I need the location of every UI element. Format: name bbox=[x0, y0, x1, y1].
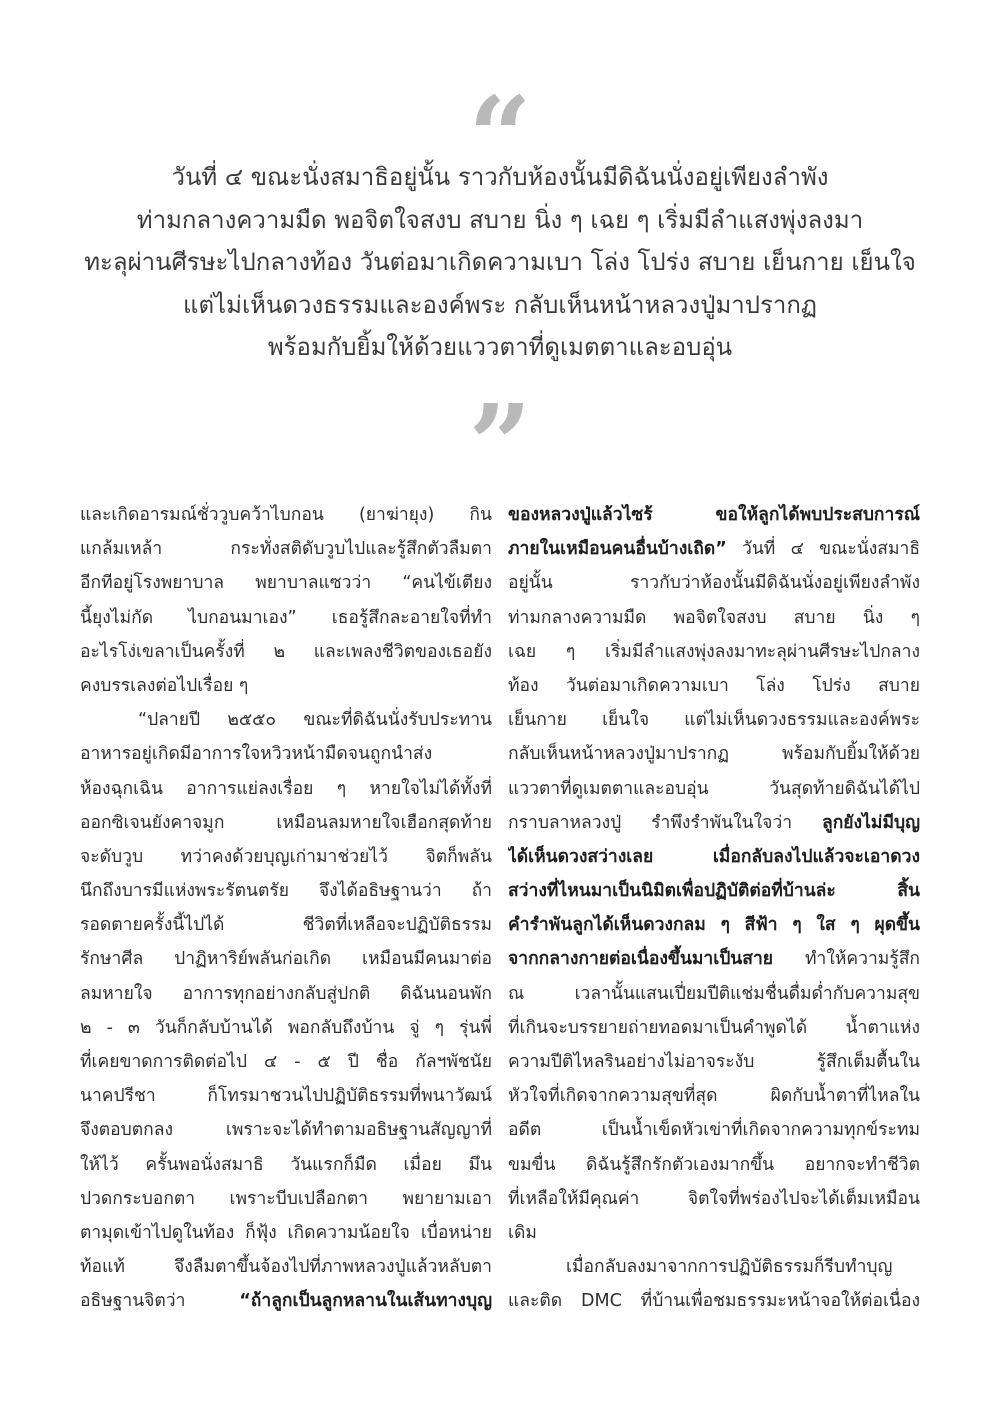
text-line bbox=[80, 737, 492, 771]
text-line bbox=[80, 772, 492, 806]
text-line bbox=[508, 669, 920, 703]
text-line bbox=[508, 601, 920, 635]
pull-quote bbox=[80, 156, 920, 369]
text-line-body: ให้ไว้ ครั้นพอนั่งสมาธิ วันแรกก็มืด เมื่อย มึน bbox=[80, 1154, 492, 1175]
text-line-body: ออกซิเจนยังคาจมูก เหมือนลมหายใจเฮือกสุดท้าย bbox=[80, 812, 492, 833]
text-line-body: นาคปรีชา ก็โทรมาชวนไปปฏิบัติธรรมที่พนาวัฒน์ bbox=[80, 1086, 492, 1107]
text-line bbox=[80, 942, 492, 976]
text-line bbox=[508, 1045, 920, 1079]
text-line bbox=[80, 498, 492, 532]
text-line-body: อะไรโง่เขลาเป็นครั้งที่ ๒ และเพลงชีวิตของเธอยัง bbox=[80, 641, 492, 662]
text-line-body: แกล้มเหล้า กระทั่งสติดับวูบไปและรู้สึกตัวลืมตา bbox=[80, 539, 492, 560]
text-line bbox=[508, 532, 920, 566]
text-line bbox=[80, 1079, 492, 1113]
text-line bbox=[508, 635, 920, 669]
text-line bbox=[508, 1011, 920, 1045]
text-line-body: ลมหายใจ อาการทุกอย่างกลับสู่ปกติ ดิฉันนอนพัก bbox=[80, 983, 492, 1004]
bold-text: ลูกยังไม่มีบุญ bbox=[821, 812, 920, 833]
text-line bbox=[80, 1011, 492, 1045]
text-line-body: ที่เกินจะบรรยายถ่ายทอดมาเป็นคำพูดได้ น้ำตาแห่ง bbox=[508, 1017, 920, 1038]
text-line-body: ทำให้ความรู้สึก bbox=[773, 949, 920, 970]
right-text-column bbox=[508, 498, 920, 1319]
pull-quote-line: ท่ามกลางความมืด พอจิตใจสงบ สบาย นิ่ง ๆ เฉย ๆ เริ่มมีลำแสงพุ่งลงมา bbox=[136, 205, 864, 234]
bold-text: “ถ้าลูกเป็นลูกหลานในเส้นทางบุญ bbox=[239, 1291, 492, 1312]
text-line bbox=[80, 1148, 492, 1182]
text-line bbox=[508, 1079, 920, 1113]
bold-text: ภายในเหมือนคนอื่นบ้างเถิด” bbox=[508, 539, 727, 560]
open-quote-mark: “ bbox=[468, 72, 532, 201]
text-line bbox=[508, 498, 920, 532]
text-line bbox=[508, 1284, 920, 1318]
text-line-body: ท่ามกลางความมืด พอจิตใจสงบ สบาย นิ่ง ๆ bbox=[508, 607, 920, 628]
text-line bbox=[80, 635, 492, 669]
text-line-body: และติด DMC ที่บ้านเพื่อชมธรรมะหน้าจอให้ต่อเนื่อง bbox=[508, 1291, 920, 1312]
text-line bbox=[80, 1216, 492, 1250]
text-line bbox=[80, 1182, 492, 1216]
text-line-body: แววตาที่ดูเมตตาและอบอุ่น วันสุดท้ายดิฉันได้ไป bbox=[508, 778, 920, 799]
bold-text: คำรำพันลูกได้เห็นดวงกลม ๆ สีฟ้า ๆ ใส ๆ ผุดขึ้น bbox=[508, 915, 920, 936]
text-line-body: อดีต เป็นน้ำเข็ดหัวเข่าที่เกิดจากความทุกข์ระทม bbox=[508, 1120, 920, 1141]
text-line-body: อีกทีอยู่โรงพยาบาล พยาบาลแซวว่า “คนไข้เตียง bbox=[80, 573, 492, 594]
text-line-body: จึงตอบตกลง เพราะจะได้ทำตามอธิษฐานสัญญาที่ bbox=[80, 1120, 492, 1141]
text-line bbox=[508, 772, 920, 806]
text-line bbox=[80, 840, 492, 874]
text-line-body: วันที่ ๔ ขณะนั่งสมาธิ bbox=[726, 539, 920, 560]
text-line bbox=[80, 1113, 492, 1147]
text-line-body: และเกิดอารมณ์ชั่ววูบคว้าไบกอน (ยาฆ่ายุง) กิน bbox=[80, 505, 492, 525]
text-line bbox=[80, 1045, 492, 1079]
text-line bbox=[80, 532, 492, 566]
pull-quote-line: ทะลุผ่านศีรษะไปกลางท้อง วันต่อมาเกิดความเบา โล่ง โปร่ง สบาย เย็นกาย เย็นใจ bbox=[84, 248, 916, 276]
text-line bbox=[508, 840, 920, 874]
pull-quote-line: พร้อมกับยิ้มให้ด้วยแววตาที่ดูเมตตาและอบอุ่น bbox=[267, 333, 733, 361]
text-line bbox=[508, 1182, 920, 1216]
text-line bbox=[508, 737, 920, 771]
text-line bbox=[508, 908, 920, 942]
text-line-body: เมื่อกลับลงมาจากการปฏิบัติธรรมก็รีบทำบุญ bbox=[566, 1257, 893, 1278]
text-line-body: ที่เหลือให้มีคุณค่า จิตใจที่พร่องไปจะได้เต็มเหมือน bbox=[508, 1188, 920, 1209]
text-line-body: นี้ยุงไม่กัด ไบกอนมาเอง” เธอรู้สึกละอายใจที่ทำ bbox=[80, 607, 492, 628]
text-line bbox=[80, 806, 492, 840]
text-line bbox=[508, 806, 920, 840]
text-line-body: ตามุดเข้าไปดูในท้อง ก็ฟุ้ง เกิดความน้อยใจ เบื่อหน่าย bbox=[80, 1222, 492, 1243]
text-line bbox=[508, 977, 920, 1011]
text-line-body: อธิษฐานจิตว่า bbox=[80, 1291, 240, 1312]
text-line bbox=[80, 977, 492, 1011]
text-line bbox=[80, 908, 492, 942]
text-line-body: กราบลาหลวงปู่ รำพึงรำพันในใจว่า bbox=[508, 812, 822, 833]
left-text-column bbox=[80, 498, 492, 1319]
text-line-body: ท้อแท้ จึงลืมตาขึ้นจ้องไปที่ภาพหลวงปู่แล้วหลับตา bbox=[80, 1257, 492, 1278]
text-line bbox=[508, 874, 920, 908]
text-line-body: หัวใจที่เกิดจากความสุขที่สุด ผิดกับน้ำตาที่ไหลใน bbox=[508, 1086, 920, 1107]
text-line bbox=[80, 1250, 492, 1284]
text-line-body: รักษาศีล ปาฏิหาริย์พลันก่อเกิด เหมือนมีคนมาต่อ bbox=[80, 949, 492, 970]
text-line-body: “ปลายปี ๒๕๕๐ ขณะที่ดิฉันนั่งรับประทาน bbox=[138, 710, 492, 731]
bold-text: ของหลวงปู่แล้วไซร้ ขอให้ลูกได้พบประสบการณ์ bbox=[508, 505, 920, 525]
text-line-body: ๒ - ๓ วันก็กลับบ้านได้ พอกลับถึงบ้าน จู่ ๆ รุ่นพี่ bbox=[80, 1017, 492, 1038]
bold-text: สว่างที่ไหนมาเป็นนิมิตเพื่อปฏิบัติต่อที่บ้านล่ะ สิ้น bbox=[508, 881, 920, 902]
text-line bbox=[508, 703, 920, 737]
pull-quote-line: แต่ไม่เห็นดวงธรรมและองค์พระ กลับเห็นหน้าหลวงปู่มาปรากฏ bbox=[183, 290, 817, 319]
text-line bbox=[508, 1148, 920, 1182]
text-line-body: คงบรรเลงต่อไปเรื่อย ๆ bbox=[80, 675, 249, 696]
text-line bbox=[80, 874, 492, 908]
text-line-body: ขมขื่น ดิฉันรู้สึกรักตัวเองมากขึ้น อยากจะทำชีวิต bbox=[508, 1154, 920, 1175]
text-line-body: ความปีติไหลรินอย่างไม่อาจระงับ รู้สึกเต็มตื้นใน bbox=[508, 1052, 920, 1072]
text-line bbox=[80, 703, 492, 737]
text-line-body: ที่เคยขาดการติดต่อไป ๔ - ๕ ปี ชื่อ กัลฯพัชนัย bbox=[80, 1052, 492, 1072]
text-line-body: ณ เวลานั้นแสนเปี่ยมปีติแช่มชื่นดื่มด่ำกับความสุข bbox=[508, 983, 920, 1004]
text-line-body: นึกถึงบารมีแห่งพระรัตนตรัย จึงได้อธิษฐานว่า ถ้า bbox=[80, 881, 492, 902]
text-line bbox=[80, 669, 492, 703]
text-line-body: กลับเห็นหน้าหลวงปู่มาปรากฏ พร้อมกับยิ้มให้ด้วย bbox=[508, 744, 920, 765]
text-line bbox=[80, 601, 492, 635]
text-line-body: ปวดกระบอกตา เพราะบีบเปลือกตา พยายามเอา bbox=[80, 1188, 492, 1209]
text-line-body: ท้อง วันต่อมาเกิดความเบา โล่ง โปร่ง สบาย bbox=[508, 675, 920, 696]
text-line bbox=[508, 566, 920, 600]
text-line bbox=[508, 942, 920, 976]
text-line bbox=[80, 1284, 492, 1318]
bold-text: ได้เห็นดวงสว่างเลย เมื่อกลับลงไปแล้วจะเอาดวง bbox=[508, 846, 920, 867]
text-line bbox=[508, 1216, 920, 1250]
bold-text: จากกลางกายต่อเนื่องขึ้นมาเป็นสาย bbox=[508, 949, 774, 970]
text-line-body: เดิม bbox=[508, 1222, 537, 1243]
text-line bbox=[508, 1113, 920, 1147]
text-line-body: รอดตายครั้งนี้ไปได้ ชีวิตที่เหลือจะปฏิบัติธรรม bbox=[80, 915, 492, 936]
text-line bbox=[508, 1250, 920, 1284]
text-line-body: อาหารอยู่เกิดมีอาการใจหวิวหน้ามืดจนถูกนำส่ง bbox=[80, 744, 433, 765]
text-line-body: จะดับวูบ ทว่าคงด้วยบุญเก่ามาช่วยไว้ จิตก็พลัน bbox=[80, 846, 492, 867]
text-line-body: เย็นกาย เย็นใจ แต่ไม่เห็นดวงธรรมและองค์พระ bbox=[508, 710, 920, 731]
pull-quote-line: วันที่ ๔ ขณะนั่งสมาธิอยู่นั้น ราวกับห้องนั้นมีดิฉันนั่งอยู่เพียงลำพัง bbox=[171, 163, 829, 191]
text-line-body: อยู่นั้น ราวกับว่าห้องนั้นมีดิฉันนั่งอยู่เพียงลำพัง bbox=[508, 573, 920, 594]
text-line bbox=[80, 566, 492, 600]
text-line-body: ห้องฉุกเฉิน อาการแย่ลงเรื่อย ๆ หายใจไม่ได้ทั้งที่ bbox=[80, 778, 492, 799]
close-quote-mark: ” bbox=[468, 380, 532, 509]
text-line-body: เฉย ๆ เริ่มมีลำแสงพุ่งลงมาทะลุผ่านศีรษะไปกลาง bbox=[508, 641, 920, 662]
